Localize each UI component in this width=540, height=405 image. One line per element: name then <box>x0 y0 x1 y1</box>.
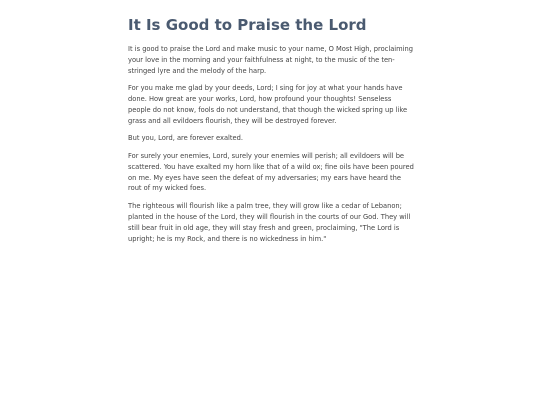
paragraph-3: But you, Lord, are forever exalted. <box>128 134 244 143</box>
page-title: It Is Good to Praise the Lord <box>128 16 367 34</box>
paragraph-2: For you make me glad by your deeds, Lord; I sing for joy at what your hands have done. How great are your works, Lord, how profound your thoughts! Senseless people do not know, fools do not understand, that though the wicked spring up like grass and all evildoers flourish, they will be destroyed forever. <box>128 84 408 125</box>
paragraph-1: It is good to praise the Lord and make music to your name, O Most High, proclaiming your love in the morning and your faithfulness at night, to the music of the ten-stringed lyre and the melody of the harp. <box>128 45 414 75</box>
paragraph-5: The righteous will flourish like a palm tree, they will grow like a cedar of Lebanon; planted in the house of the Lord, they will flourish in the courts of our God. They will still bear fruit in old age, they will stay fresh and green, proclaiming, "The Lord is upright; he is my Rock, and there is no wickedness in him." <box>128 201 411 243</box>
paragraph-4: For surely your enemies, Lord, surely your enemies will perish; all evildoers will be scattered. You have exalted my horn like that of a wild ox; fine oils have been poured on me. My eyes have seen the defeat of my adversaries; my ears have heard the rout of my wicked foes. <box>128 151 414 193</box>
document-body <box>128 16 414 251</box>
